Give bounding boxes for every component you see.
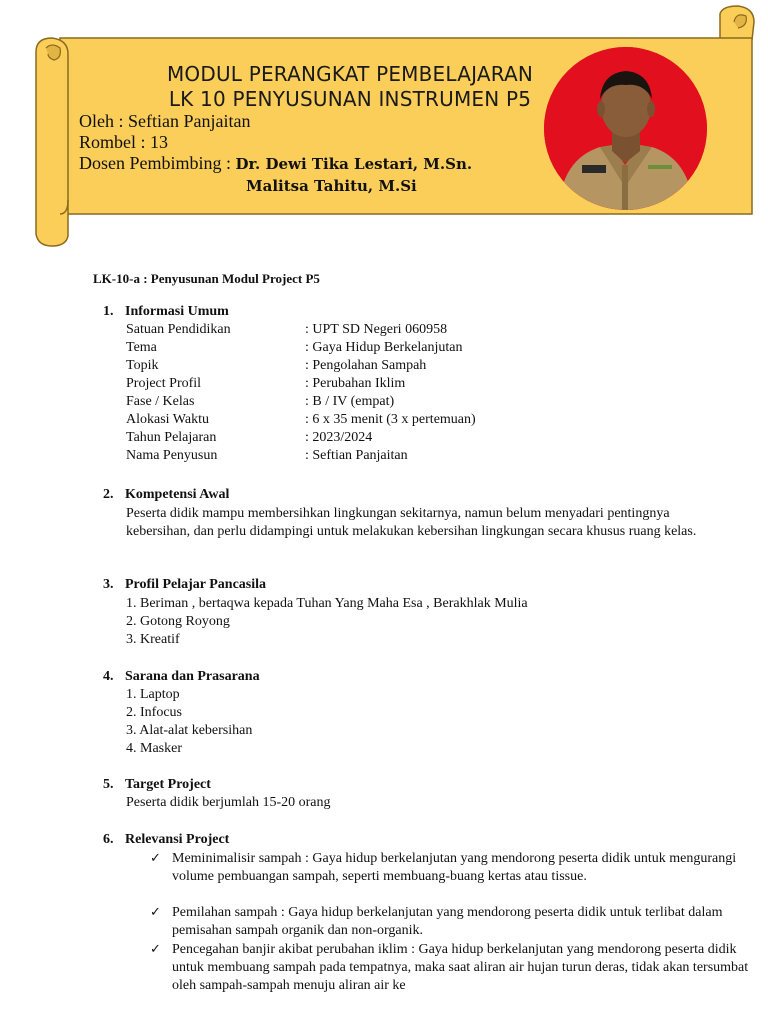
list-item: 4. Masker	[126, 741, 182, 756]
section-1-title	[103, 304, 229, 320]
advisor-label: Dosen Pembimbing :	[79, 153, 236, 173]
info-value: : UPT SD Negeri 060958	[305, 322, 448, 337]
list-item: 1. Beriman , bertaqwa kepada Tuhan Yang Maha Esa , Berakhlak Mulia	[126, 596, 528, 611]
check-icon: ✓	[150, 850, 161, 865]
info-value: : 6 x 35 menit (3 x pertemuan)	[305, 412, 476, 427]
info-label: Topik	[126, 358, 159, 373]
section-number: 1.	[103, 304, 114, 319]
section-2-paragraph: Peserta didik mampu membersihkan lingkungan sekitarnya, namun belum menyadari pentingnya kebersihan, dan perlu didampingi untuk melakukan kebersihan lingkungan secara khusus ruang kelas.	[126, 506, 697, 539]
relevance-item: Pemilahan sampah : Gaya hidup berkelanjutan yang mendorong peserta didik untuk terlibat dalam pemisahan sampah organik dan non-organik.	[172, 905, 723, 938]
info-label: Project Profil	[126, 376, 202, 391]
section-number: 3.	[103, 577, 114, 592]
advisor-name-1: Dr. Dewi Tika Lestari, M.Sn.	[235, 155, 473, 173]
section-4-title	[103, 669, 260, 685]
list-item: 2. Infocus	[126, 705, 182, 720]
info-value: : Pengolahan Sampah	[305, 358, 427, 373]
section-number: 5.	[103, 777, 114, 792]
section-heading: Profil Pelajar Pancasila	[125, 577, 267, 592]
advisor-name-2: Malitsa Tahitu, M.Si	[246, 177, 417, 195]
section-heading: Target Project	[125, 777, 211, 792]
relevance-item: Pencegahan banjir akibat perubahan iklim : Gaya hidup berkelanjutan yang mendorong peserta didik untuk membuang sampah pada tempatnya, maka saat aliran air hujan turun deras, tidak akan tersumbat oleh sampah-sampah menuju aliran air ke	[172, 942, 749, 993]
section-number: 4.	[103, 669, 114, 684]
info-label: Tahun Pelajaran	[126, 430, 217, 445]
section-5-text: Peserta didik berjumlah 15-20 orang	[126, 795, 331, 810]
section-heading: Kompetensi Awal	[125, 487, 230, 502]
section-3-title	[103, 577, 266, 593]
relevance-item: Meminimalisir sampah : Gaya hidup berkelanjutan yang mendorong peserta didik untuk mengurangi volume pembuangan sampah, seperti membuang-buang kertas atau tissue.	[172, 851, 737, 884]
banner-title-1: MODUL PERANGKAT PEMBELAJARAN	[166, 62, 534, 86]
list-item: 3. Alat-alat kebersihan	[126, 723, 253, 738]
banner-title-2: LK 10 PENYUSUNAN INSTRUMEN P5	[168, 87, 532, 111]
info-value: : 2023/2024	[305, 430, 373, 445]
section-number: 2.	[103, 487, 114, 502]
info-label: Fase / Kelas	[126, 394, 195, 409]
section-heading: Sarana dan Prasarana	[125, 669, 260, 684]
info-value: : B / IV (empat)	[305, 394, 395, 409]
info-label: Tema	[126, 340, 157, 355]
section-2-title	[103, 487, 229, 503]
check-icon: ✓	[150, 904, 161, 919]
section-heading: Relevansi Project	[125, 832, 230, 847]
list-item: 2. Gotong Royong	[126, 614, 230, 629]
info-label: Nama Penyusun	[126, 448, 218, 463]
section-5-title	[103, 777, 211, 793]
section-6-title	[103, 832, 229, 848]
section-heading: Informasi Umum	[125, 304, 229, 319]
info-value: : Gaya Hidup Berkelanjutan	[305, 340, 463, 355]
info-label: Satuan Pendidikan	[126, 322, 231, 337]
check-icon: ✓	[150, 941, 161, 956]
list-item: 3. Kreatif	[126, 632, 180, 647]
list-item: 1. Laptop	[126, 687, 180, 702]
author-line: Oleh : Seftian Panjaitan	[79, 111, 251, 131]
info-value: : Seftian Panjaitan	[305, 448, 408, 463]
lk-heading: LK-10-a : Penyusunan Modul Project P5	[93, 271, 320, 286]
section-number: 6.	[103, 832, 114, 847]
rombel-line: Rombel : 13	[79, 132, 168, 152]
info-label: Alokasi Waktu	[126, 412, 209, 427]
info-value: : Perubahan Iklim	[305, 376, 406, 391]
